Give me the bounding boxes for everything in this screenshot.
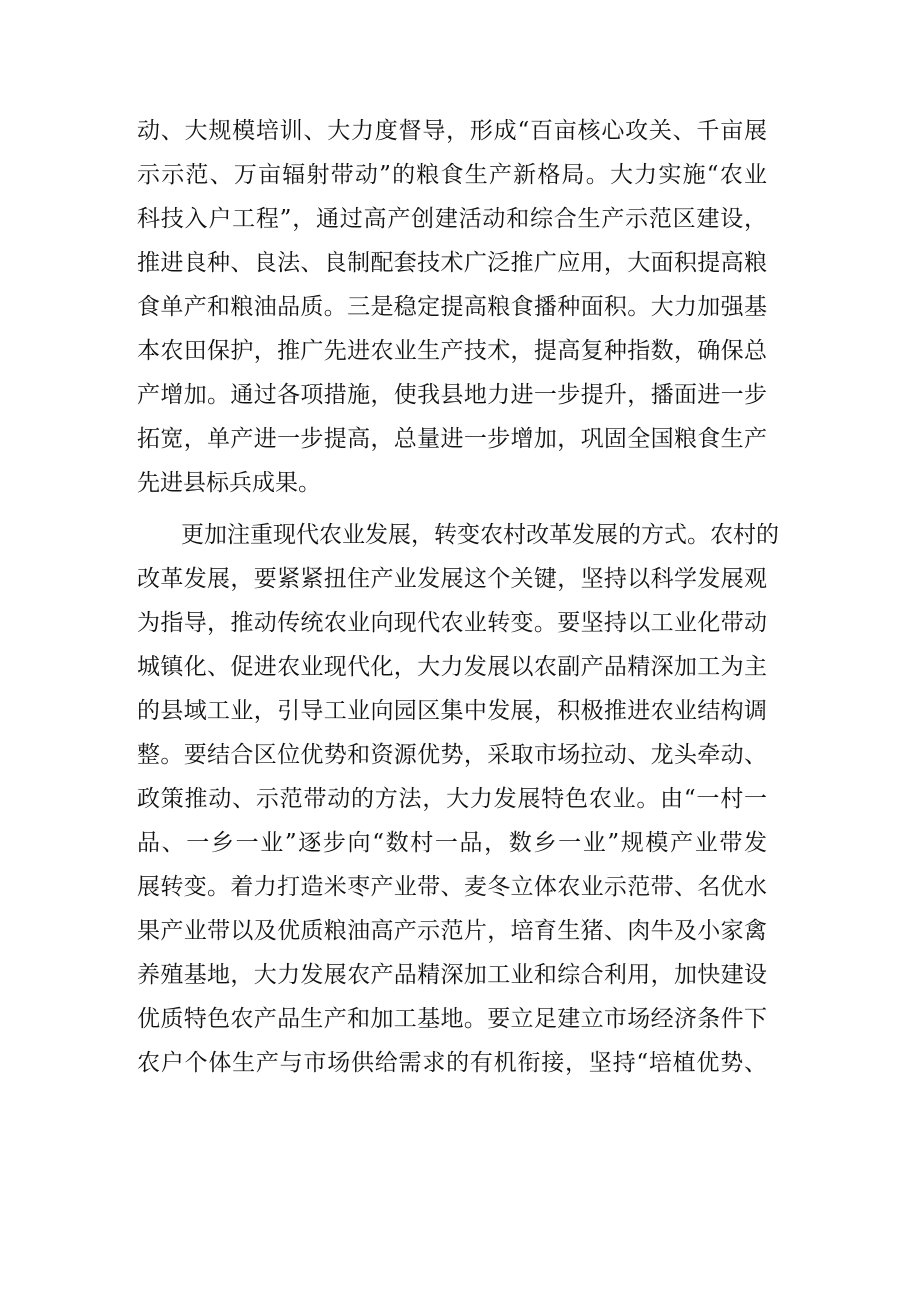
text-line: 拓宽，单产进一步提高，总量进一步增加，巩固全国粮食生产 <box>137 426 767 452</box>
text-line: 政策推动、示范带动的方法，大力发展特色农业。由“一村一 <box>137 786 767 812</box>
text-line: 本农田保护，推广先进农业生产技术，提高复种指数，确保总 <box>137 338 767 364</box>
text-line: 优质特色农产品生产和加工基地。要立足建立市场经济条件下 <box>137 1006 767 1032</box>
text-line: 品、一乡一业”逐步向“数村一品，数乡一业”规模产业带发 <box>137 830 767 856</box>
paragraph-spacer <box>137 505 767 513</box>
text-line: 食单产和粮油品质。三是稳定提高粮食播种面积。大力加强基 <box>137 294 767 320</box>
text-line: 产增加。通过各项措施，使我县地力进一步提升，播面进一步 <box>137 382 767 408</box>
text-line: 整。要结合区位优势和资源优势，采取市场拉动、龙头牵动、 <box>137 742 767 768</box>
text-line: 更加注重现代农业发展，转变农村改革发展的方式。农村的 <box>181 522 779 548</box>
text-line: 改革发展，要紧紧扭住产业发展这个关键，坚持以科学发展观 <box>137 566 767 592</box>
text-line: 科技入户工程”，通过高产创建活动和综合生产示范区建设， <box>137 206 767 232</box>
text-line: 城镇化、促进农业现代化，大力发展以农副产品精深加工为主 <box>137 654 767 680</box>
text-line: 农户个体生产与市场供给需求的有机衔接，坚持“培植优势、 <box>137 1050 767 1076</box>
paragraph-1 <box>137 109 767 505</box>
text-line: 养殖基地，大力发展农产品精深加工业和综合利用，加快建设 <box>137 962 767 988</box>
text-line: 为指导，推动传统农业向现代农业转变。要坚持以工业化带动 <box>137 610 767 636</box>
text-line: 推进良种、良法、良制配套技术广泛推广应用，大面积提高粮 <box>137 250 767 276</box>
text-line: 的县域工业，引导工业向园区集中发展，积极推进农业结构调 <box>137 698 767 724</box>
paragraph-2 <box>137 513 779 1085</box>
text-line: 先进县标兵成果。 <box>137 470 321 496</box>
text-line: 示示范、万亩辐射带动”的粮食生产新格局。大力实施“农业 <box>137 162 767 188</box>
text-line: 果产业带以及优质粮油高产示范片，培育生猪、肉牛及小家禽 <box>137 918 767 944</box>
text-line: 动、大规模培训、大力度督导，形成“百亩核心攻关、千亩展 <box>137 118 767 144</box>
text-line: 展转变。着力打造米枣产业带、麦冬立体农业示范带、名优水 <box>137 874 767 900</box>
document-body <box>137 109 779 1085</box>
